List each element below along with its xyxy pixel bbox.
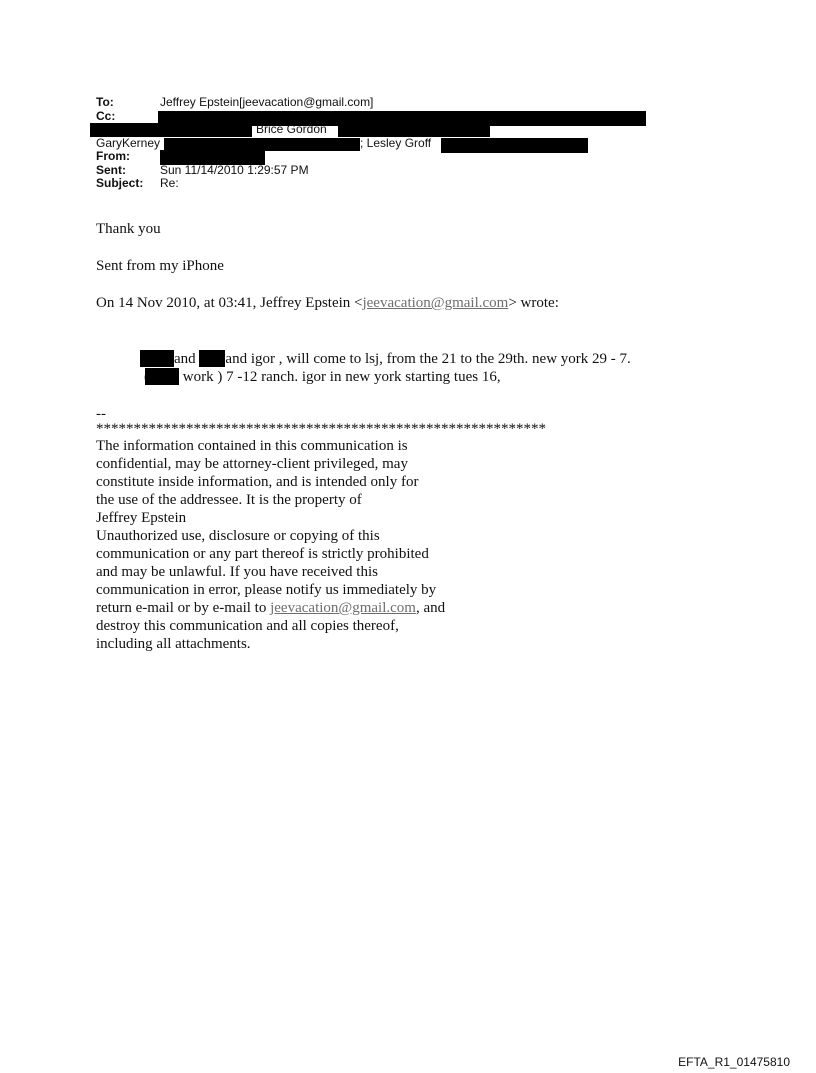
reply-text: Thank you [96, 221, 161, 237]
disclaimer-line: communication in error, please notify us immediately by [96, 582, 437, 598]
disclaimer-line: confidential, may be attorney-client privileged, may [96, 456, 408, 472]
sent-value: Sun 11/14/2010 1:29:57 PM [160, 162, 309, 177]
email-header [96, 96, 696, 191]
quoted-message [140, 350, 700, 386]
email-link[interactable]: jeevacation@gmail.com [362, 295, 509, 311]
stars-divider: ************************************************************ [96, 421, 546, 437]
disclaimer-line-suffix: , and [415, 600, 446, 616]
document-id: EFTA_R1_01475810 [678, 1055, 790, 1069]
disclaimer-line: Unauthorized use, disclosure or copying of this [96, 528, 380, 544]
disclaimer-line: communication or any part thereof is strictly prohibited [96, 546, 429, 562]
redaction-box [338, 123, 490, 137]
quoted-line-1 [140, 350, 700, 368]
email-link[interactable]: jeevacation@gmail.com [270, 600, 416, 616]
disclaimer-line-email [96, 599, 616, 617]
signature-text: Sent from my iPhone [96, 258, 224, 274]
disclaimer-line: including all attachments. [96, 636, 251, 652]
disclaimer [96, 405, 616, 653]
redaction-box [145, 368, 179, 385]
redaction-box [90, 123, 252, 137]
email-body [96, 220, 716, 312]
disclaimer-line-prefix: return e-mail or by e-mail to [96, 600, 271, 616]
quote-intro [96, 294, 716, 312]
quote-intro-prefix: On 14 Nov 2010, at 03:41, Jeffrey Epstein < [96, 295, 363, 311]
redaction-box [164, 138, 360, 151]
subject-label: Subject: [96, 176, 144, 190]
disclaimer-line: the use of the addressee. It is the property of [96, 492, 362, 508]
cc-row [96, 110, 696, 124]
sent-row [96, 164, 696, 178]
cc-name-brice: Brice Gordon [256, 122, 327, 136]
to-row [96, 96, 696, 110]
from-row [96, 150, 696, 164]
quoted-line-1-b: and igor , will come to lsj, from the 21 to the 29th. new york 29 - 7. [225, 351, 631, 367]
cc-name-gary: GaryKerney [96, 135, 161, 150]
redaction-box [140, 350, 174, 367]
quoted-line-1-a: and [174, 351, 196, 367]
subject-value: Re: [160, 176, 179, 190]
quoted-line-2-b: work ) 7 -12 ranch. igor in new york starting tues 16, [182, 369, 501, 385]
to-value: Jeffrey Epstein[jeevacation@gmail.com] [160, 95, 374, 109]
disclaimer-line: The information contained in this communication is [96, 438, 408, 454]
disclaimer-line: destroy this communication and all copies thereof, [96, 618, 399, 634]
subject-row [96, 177, 696, 191]
to-label: To: [96, 95, 114, 109]
sig-dashes: -- [96, 406, 106, 422]
cc-name-lesley: ; Lesley Groff [360, 135, 432, 150]
disclaimer-line: and may be unlawful. If you have received this [96, 564, 378, 580]
from-label: From: [96, 149, 130, 163]
redaction-box [199, 350, 225, 367]
quoted-line-2 [140, 368, 700, 386]
quote-intro-suffix: > wrote: [508, 295, 559, 311]
disclaimer-line: constitute inside information, and is intended only for [96, 474, 419, 490]
cc-row-2 [96, 123, 696, 137]
cc-label: Cc: [96, 108, 116, 123]
sent-label: Sent: [96, 162, 126, 177]
cc-row-3 [96, 137, 696, 151]
disclaimer-line: Jeffrey Epstein [96, 510, 187, 526]
